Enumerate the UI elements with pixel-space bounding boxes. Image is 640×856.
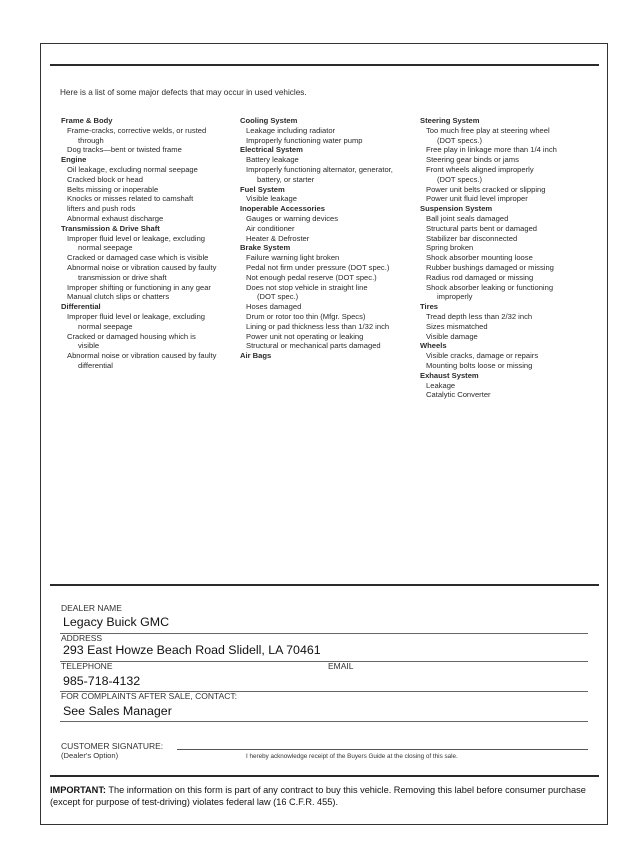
defect-section-heading: Exhaust System (420, 370, 479, 380)
defects-column-2 (240, 116, 416, 361)
address-value: 293 East Howze Beach Road Slidell, LA 70461 (63, 643, 321, 657)
defect-item: Frame-cracks, corrective welds, or rusted (67, 125, 207, 135)
important-notice (50, 784, 590, 809)
defect-item: Failure warning light broken (246, 253, 340, 263)
defect-item: (DOT specs.) (437, 174, 483, 184)
defect-item: (DOT specs.) (437, 135, 483, 145)
defect-item: Abnormal noise or vibration caused by faulty (67, 351, 217, 361)
defect-item: Battery leakage (246, 155, 299, 165)
defect-item: Power unit belts cracked or slipping (426, 184, 546, 194)
defect-item: normal seepage (78, 243, 133, 253)
defect-item: Oil leakage, excluding normal seepage (67, 164, 198, 174)
defect-section-heading: Brake System (240, 243, 291, 253)
intro-text: Here is a list of some major defects that may occur in used vehicles. (60, 88, 307, 97)
important-lead: IMPORTANT: (50, 785, 106, 795)
defects-column-3 (420, 116, 600, 400)
acknowledge-text: I hereby acknowledge receipt of the Buyers Guide at the closing of this sale. (246, 753, 458, 760)
defect-item: Too much free play at steering wheel (426, 125, 550, 135)
defect-section-heading: Wheels (420, 341, 447, 351)
defect-item: Manual clutch slips or chatters (67, 292, 170, 302)
defect-item: visible (78, 341, 100, 351)
defect-item: normal seepage (78, 321, 133, 331)
defect-item: Gauges or warning devices (246, 213, 339, 223)
address-line (60, 661, 588, 662)
dealer-name-value: Legacy Buick GMC (63, 615, 170, 629)
telephone-value: 985-718-4132 (63, 674, 141, 688)
defect-section-heading: Air Bags (240, 351, 272, 361)
middle-rule (50, 584, 599, 586)
buyers-guide-back-page (40, 43, 608, 825)
email-label: EMAIL (328, 661, 354, 671)
defect-item: Improperly functioning water pump (246, 135, 363, 145)
defect-section-heading: Transmission & Drive Shaft (61, 223, 160, 233)
defect-item: Mounting bolts loose or missing (426, 360, 533, 370)
dealer-name-line (60, 633, 588, 634)
customer-signature-label: CUSTOMER SIGNATURE: (61, 741, 164, 751)
defect-item: (DOT spec.) (257, 292, 299, 302)
defect-item: Improper fluid level or leakage, excluding (67, 311, 206, 321)
defect-section-heading: Differential (61, 302, 101, 312)
top-rule (50, 64, 599, 66)
defect-item: Lining or pad thickness less than 1/32 inch (246, 321, 390, 331)
important-text: The information on this form is part of any contract to buy this vehicle. Removing this label before consumer purchase (except for purpose of test-driving) violates federal law (16 C.F.R. 455). (50, 785, 586, 808)
dealer-name-label: DEALER NAME (61, 603, 122, 613)
defect-item: Visible cracks, damage or repairs (426, 351, 539, 361)
defect-item: Structural parts bent or damaged (426, 223, 538, 233)
defect-item: improperly (437, 292, 473, 302)
defect-item: Visible damage (426, 331, 478, 341)
defect-item: transmission or drive shaft (78, 272, 167, 282)
defect-item: Improper shifting or functioning in any gear (67, 282, 211, 292)
defect-section-heading: Steering System (420, 116, 480, 125)
defect-item: Hoses damaged (246, 302, 302, 312)
bottom-rule (50, 775, 599, 777)
defect-item: lifters and push rods (67, 204, 136, 214)
defect-section-heading: Suspension System (420, 204, 493, 214)
defect-item: Shock absorber leaking or functioning (426, 282, 554, 292)
defect-item: Knocks or misses related to camshaft (67, 194, 194, 204)
defect-item: Radius rod damaged or missing (426, 272, 534, 282)
complaints-label: FOR COMPLAINTS AFTER SALE, CONTACT: (61, 691, 238, 701)
defect-item: Pedal not firm under pressure (DOT spec.) (246, 262, 390, 272)
defect-item: Belts missing or inoperable (67, 184, 159, 194)
defect-item: Dog tracks—bent or twisted frame (67, 145, 182, 155)
defect-item: differential (78, 360, 113, 370)
defect-item: through (78, 135, 104, 145)
defect-section-heading: Fuel System (240, 184, 285, 194)
defect-item: Structural or mechanical parts damaged (246, 341, 381, 351)
defect-item: Power unit not operating or leaking (246, 331, 364, 341)
defect-item: Power unit fluid level improper (426, 194, 528, 204)
address-label: ADDRESS (61, 633, 103, 643)
defect-section-heading: Frame & Body (61, 116, 113, 125)
defect-item: Ball joint seals damaged (426, 213, 509, 223)
defect-item: Cracked block or head (67, 174, 143, 184)
defect-item: Drum or rotor too thin (Mfgr. Specs) (246, 311, 366, 321)
defect-item: Sizes mismatched (426, 321, 488, 331)
defect-item: Improper fluid level or leakage, excluding (67, 233, 206, 243)
defect-item: Cracked or damaged housing which is (67, 331, 196, 341)
defect-section-heading: Inoperable Accessories (240, 204, 325, 214)
defect-item: Not enough pedal reserve (DOT spec.) (246, 272, 377, 282)
defect-item: Leakage (426, 380, 456, 390)
defect-item: Steering gear binds or jams (426, 155, 519, 165)
defect-item: battery, or starter (257, 174, 315, 184)
defect-item: Visible leakage (246, 194, 297, 204)
signature-line (177, 749, 588, 750)
defect-item: Free play in linkage more than 1/4 inch (426, 145, 557, 155)
defect-item: Abnormal noise or vibration caused by faulty (67, 262, 217, 272)
defect-section-heading: Tires (420, 302, 439, 312)
defect-item: Spring broken (426, 243, 474, 253)
defect-item: Abnormal exhaust discharge (67, 213, 164, 223)
defects-column-1 (61, 116, 237, 371)
defect-section-heading: Engine (61, 155, 87, 165)
defect-item: Heater & Defroster (246, 233, 310, 243)
defect-item: Tread depth less than 2/32 inch (426, 311, 533, 321)
defect-item: Rubber bushings damaged or missing (426, 262, 554, 272)
defect-item: Cracked or damaged case which is visible (67, 253, 209, 263)
defect-section-heading: Electrical System (240, 145, 303, 155)
defect-item: Does not stop vehicle in straight line (246, 282, 368, 292)
defect-item: Shock absorber mounting loose (426, 253, 533, 263)
complaints-contact-value: See Sales Manager (63, 704, 172, 718)
defect-item: Catalytic Converter (426, 390, 491, 400)
defect-item: Leakage including radiator (246, 125, 336, 135)
complaints-line (60, 721, 588, 722)
defect-item: Stabilizer bar disconnected (426, 233, 518, 243)
defect-section-heading: Cooling System (240, 116, 298, 125)
defect-item: Front wheels aligned improperly (426, 164, 534, 174)
dealer-option-label: (Dealer's Option) (61, 751, 119, 760)
defect-item: Improperly functioning alternator, generator, (246, 164, 393, 174)
telephone-label: TELEPHONE (61, 661, 113, 671)
defect-item: Air conditioner (246, 223, 295, 233)
